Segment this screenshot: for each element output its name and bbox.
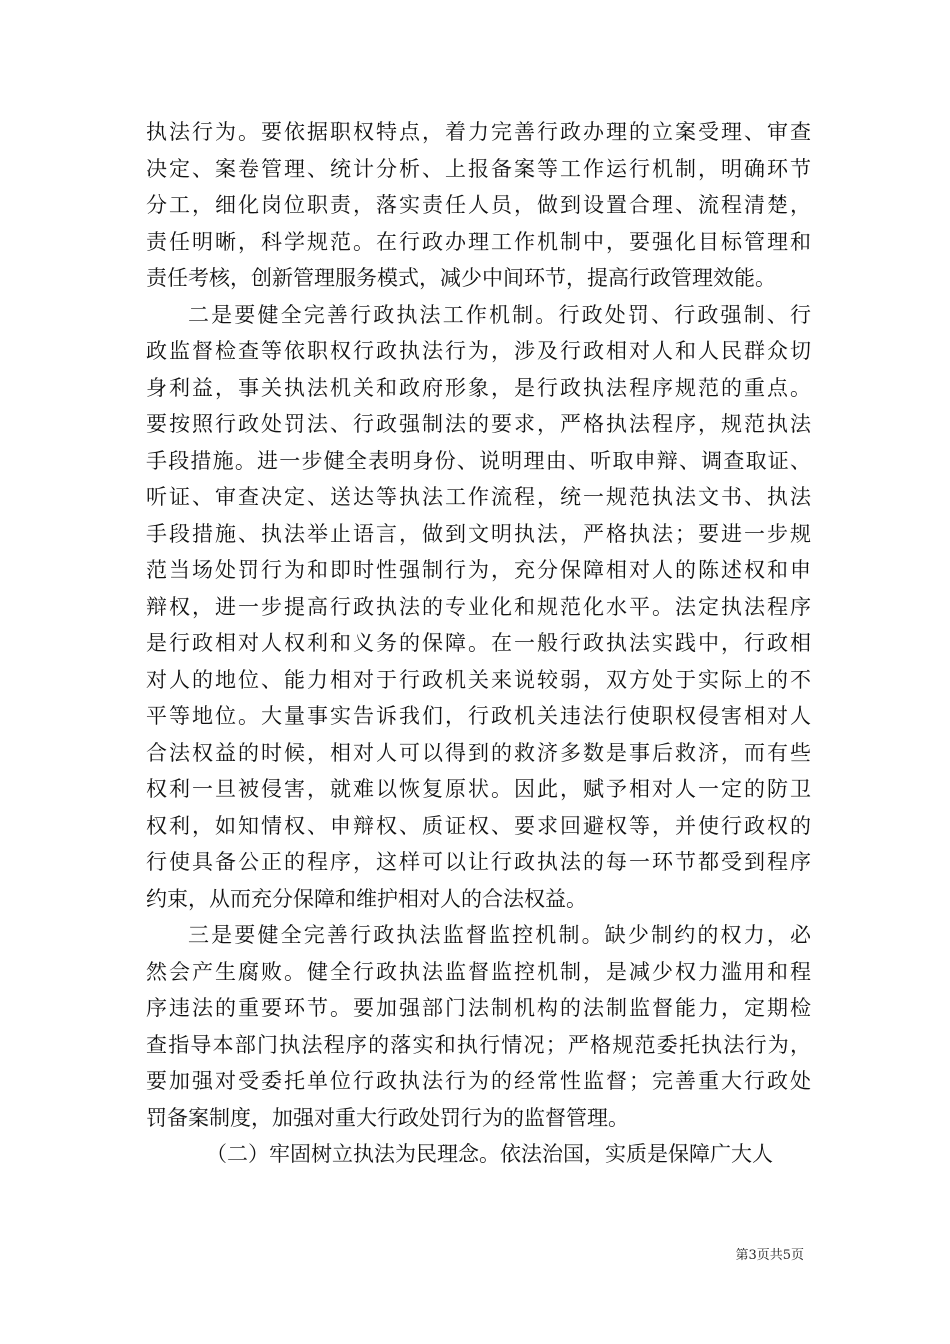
text-line: 手段措施、执法举止语言，做到文明执法，严格执法；要进一步规 [146,521,811,546]
text-line: 要按照行政处罚法、行政强制法的要求，严格执法程序，规范执法 [146,412,811,436]
text-line: 然会产生腐败。健全行政执法监督监控机制，是减少权力滥用和程 [146,959,811,984]
text-line: 手段措施。进一步健全表明身份、说明理由、听取申辩、调查取证、 [146,448,811,473]
document-body [146,114,811,1173]
section-heading-line: （二）牢固树立执法为民理念。依法治国，实质是保障广大人 [206,1142,773,1166]
text-line: 范当场处罚行为和即时性强制行为，充分保障相对人的陈述权和申 [146,558,811,582]
text-line: 身利益，事关执法机关和政府形象，是行政执法程序规范的重点。 [146,375,811,400]
text-line: 辩权，进一步提高行政执法的专业化和规范化水平。法定执法程序 [146,594,811,619]
text-line: 合法权益的时候，相对人可以得到的救济多数是事后救济，而有些 [146,740,811,765]
text-line: 是行政相对人权利和义务的保障。在一般行政执法实践中，行政相 [146,631,811,655]
text-line: 罚备案制度，加强对重大行政处罚行为的监督管理。 [146,1105,629,1130]
text-line: 要加强对受委托单位行政执法行为的经常性监督；完善重大行政处 [146,1069,811,1093]
text-line: 查指导本部门执法程序的落实和执行情况；严格规范委托执法行为， [146,1032,811,1057]
paragraph-start-line: 三是要健全完善行政执法监督监控机制。缺少制约的权力，必 [188,923,811,947]
text-line: 权利，如知情权、申辩权、质证权、要求回避权等，并使行政权的 [146,813,811,838]
text-line: 听证、审查决定、送达等执法工作流程，统一规范执法文书、执法 [146,485,811,509]
text-line: 责任明晰，科学规范。在行政办理工作机制中，要强化目标管理和 [146,229,811,254]
paragraph-start-line: 二是要健全完善行政执法工作机制。行政处罚、行政强制、行 [188,302,811,327]
text-line: 政监督检查等依职权行政执法行为，涉及行政相对人和人民群众切 [146,339,811,363]
text-line: 执法行为。要依据职权特点，着力完善行政办理的立案受理、审查 [146,120,811,144]
text-line: 对人的地位、能力相对于行政机关来说较弱，双方处于实际上的不 [146,667,811,692]
text-line: 序违法的重要环节。要加强部门法制机构的法制监督能力，定期检 [146,996,811,1020]
text-line: 权利一旦被侵害，就难以恢复原状。因此，赋予相对人一定的防卫 [146,777,811,801]
text-line: 分工，细化岗位职责，落实责任人员，做到设置合理、流程清楚， [146,193,811,217]
text-line: 约束，从而充分保障和维护相对人的合法权益。 [146,886,587,911]
page-number: 第3页共5页 [735,1248,804,1263]
text-line: 行使具备公正的程序，这样可以让行政执法的每一环节都受到程序 [146,850,811,874]
text-line: 决定、案卷管理、统计分析、上报备案等工作运行机制，明确环节 [146,156,811,181]
text-line: 责任考核，创新管理服务模式，减少中间环节，提高行政管理效能。 [146,266,776,290]
text-line: 平等地位。大量事实告诉我们，行政机关违法行使职权侵害相对人 [146,704,811,728]
